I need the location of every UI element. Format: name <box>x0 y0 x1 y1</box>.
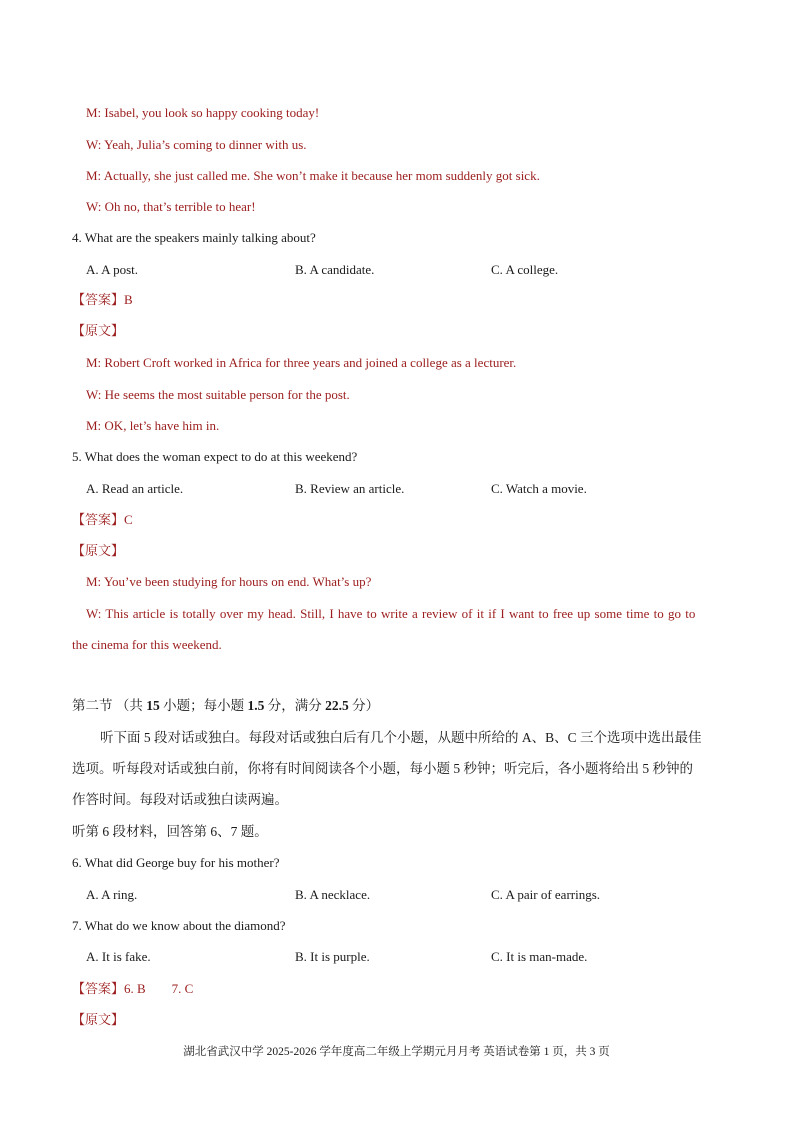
option-c: C. Watch a movie. <box>491 481 587 496</box>
script-line: M: You’ve been studying for hours on end. What’s up? <box>86 574 372 589</box>
option-c: C. It is man-made. <box>491 949 588 964</box>
question-7: 7. What do we know about the diamond? <box>72 918 286 933</box>
script-line: W: Oh no, that’s terrible to hear! <box>86 199 256 214</box>
script-tag: 【原文】 <box>72 323 125 338</box>
page-footer: 湖北省武汉中学 2025-2026 学年度高二年级上学期元月月考 英语试卷第 1 页，共 3 页 <box>183 1046 610 1058</box>
answer-line <box>72 512 133 528</box>
question-5: 5. What does the woman expect to do at this weekend? <box>72 449 358 464</box>
option-c: C. A pair of earrings. <box>491 887 601 902</box>
option-a: A. A ring. <box>86 887 138 902</box>
script-line: W: This article is totally over my head. Still, I have to write a review of it if I want to free up some time to go to <box>86 606 696 621</box>
answer-tag: 【答案】 <box>72 981 125 996</box>
answer-value: B <box>124 292 133 307</box>
script-line: M: OK, let’s have him in. <box>86 418 220 433</box>
section-heading: 第二节 （共 15 小题；每小题 1.5 分，满分 22.5 分） <box>72 698 380 713</box>
option-a: A. Read an article. <box>86 481 184 496</box>
answer-tag: 【答案】 <box>72 512 125 527</box>
script-line: W: He seems the most suitable person for the post. <box>86 387 350 402</box>
answer-tag: 【答案】 <box>72 292 125 307</box>
option-b: B. It is purple. <box>295 949 370 964</box>
instructions-line: 选项。听每段对话或独白前，你将有时间阅读各个小题，每小题 5 秒钟；听完后，各小题将给出 5 秒钟的 <box>72 761 693 776</box>
script-tag: 【原文】 <box>72 543 125 558</box>
script-line: M: Actually, she just called me. She won’t make it because her mom suddenly got sick. <box>86 168 540 183</box>
script-line: W: Yeah, Julia’s coming to dinner with us. <box>86 137 307 152</box>
answer-line <box>72 981 193 997</box>
option-c: C. A college. <box>491 262 559 277</box>
answer-line <box>72 292 133 308</box>
answer-value: C <box>124 512 133 527</box>
option-a: A. It is fake. <box>86 949 151 964</box>
instructions-line: 作答时间。每段对话或独白读两遍。 <box>72 792 288 807</box>
question-6: 6. What did George buy for his mother? <box>72 855 280 870</box>
option-a: A. A post. <box>86 262 139 277</box>
option-b: B. A candidate. <box>295 262 375 277</box>
material-line: 听第 6 段材料，回答第 6、7 题。 <box>72 824 268 839</box>
question-4: 4. What are the speakers mainly talking about? <box>72 230 316 245</box>
option-b: B. Review an article. <box>295 481 405 496</box>
script-line: M: Robert Croft worked in Africa for three years and joined a college as a lecturer. <box>86 355 517 370</box>
instructions-line: 听下面 5 段对话或独白。每段对话或独白后有几个小题，从题中所给的 A、B、C 三个选项中选出最佳 <box>100 730 702 745</box>
option-b: B. A necklace. <box>295 887 371 902</box>
answer-value: 6. B 7. C <box>124 981 194 996</box>
script-tag: 【原文】 <box>72 1012 125 1027</box>
script-line: M: Isabel, you look so happy cooking today! <box>86 105 320 120</box>
script-line: the cinema for this weekend. <box>72 637 222 652</box>
